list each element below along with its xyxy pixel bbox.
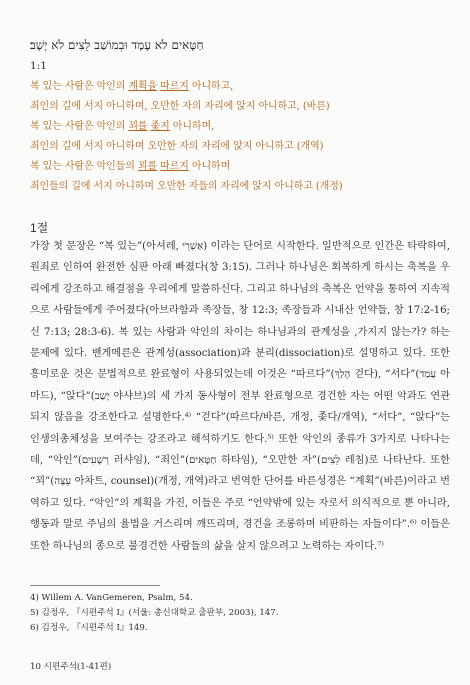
hebrew-verse-line: חַטָּאִים לֹא עָמָד וּבְמוֹשַׁב לֵצִים לֹא יָשָׁב׃ — [30, 38, 204, 52]
section-heading: 1절 — [30, 221, 49, 235]
verse-translation-line: 복 있는 사람은 악인들의 꾀를 따르지 아니하며 — [30, 161, 231, 172]
footnote-divider — [30, 585, 160, 586]
verse-translation-line: 복 있는 사람은 악인의 꾀를 좇지 아니하며, — [30, 121, 215, 132]
commentary-paragraph: 가장 첫 문장은 “복 있는”(아셔레, אַשְׁרֵי) 이라는 단어로 시작한다. 일반적으로 인간은 타락하여, 원죄로 인하여 완전한 심판 아래 빠졌다(창 3:15). 그러나 하나님은 회복하게 하시는 축복을 우리에게 강조하고 해결점을 우리에게 말씀하신다. 그리고 하나님의 축복은 언약을 통하여 지속적으로 사람들에게 주어졌다(아브라함과 족장들, 창 12:3; 족장들과 시내산 언약들, 창 17:2-16; 신 7:13; 28:3-6). 복 있는 사람과 악인의 차이는 하나님과의 관계성을 ,가지지 않는가? 하는 문제에 있다. 밴게메른은 관계성(association)과 분리(dissociation)로 설명하고 있다. 또한 흥미로운 것은 문법적으로 완료형이 사용되었는데 이것은 “따르다”(הָלַךְ 걷다), “서다”(עָמַד 아마드), “앉다”(יָשַׁב 야샤브)의 세 가지 동사형이 전부 완료형으로 경건한 자는 어떤 악과도 연관되지 않음을 강조한다고 설명한다.⁴⁾ “걷다”(따르다/바른, 개정, 좇다/개역), “서다”, “앉다”는 인생의총체성을 보여주는 강조라고 해석하기도 한다.⁵⁾ 또한 악인의 종류가 3가지로 나타나는데, “악인”(רְשָׁעִים 러샤임), “죄인”(חַטָּאִים 하타임), “오만한 자”(לֵצִים 레침)로 나타난다. 또한 “꾀”(עֵצָה 아차트, counsel)(개정, 개역)라고 번역한 단어를 바른성경은 “계획”(바른)이라고 번역하고 있다. “악인”의 계획을 가진, 이들은 주로 “언약밖에 있는 자로서 의식적으로 뿐 아니라, 행동과 말로 주님의 율법을 거스리며 깨뜨리며, 경건을 조롱하며 비판하는 자들이다”.⁶⁾ 이들은 또한 하나님의 종으로 불경건한 사람들의 삶을 살지 않으려고 노력하는 자이다.⁷⁾ — [30, 241, 451, 552]
verse-translation-line: 죄인의 길에 서지 아니하며, 오만한 자의 자리에 앉지 아니하고, (바른) — [30, 101, 330, 112]
verse-translation-line: 죄인의 길에 서지 아니하며 오만한 자의 자리에 앉지 아니하고 (개역) — [30, 141, 324, 152]
footnote: 6) 김정우, 『시편주석 I』149. — [30, 623, 148, 633]
verse-number: 1:1 — [30, 60, 47, 72]
page-folio: 10 시편주석(1-41편) — [30, 662, 112, 672]
commentary-body — [30, 236, 450, 557]
verse-translation-line: 복 있는 사람은 악인의 계획을 따르지 아니하고, — [30, 81, 234, 92]
footnote: 4) Willem A. VanGemeren, Psalm, 54. — [30, 593, 193, 603]
footnote: 5) 김정우, 『시편주석 I』(서울: 총신대학교 출판부, 2003), 147. — [30, 608, 279, 618]
verse-translation-line: 죄인들의 길에 서지 아니하며 오만한 자들의 자리에 앉지 아니하고 (개정) — [30, 181, 343, 192]
